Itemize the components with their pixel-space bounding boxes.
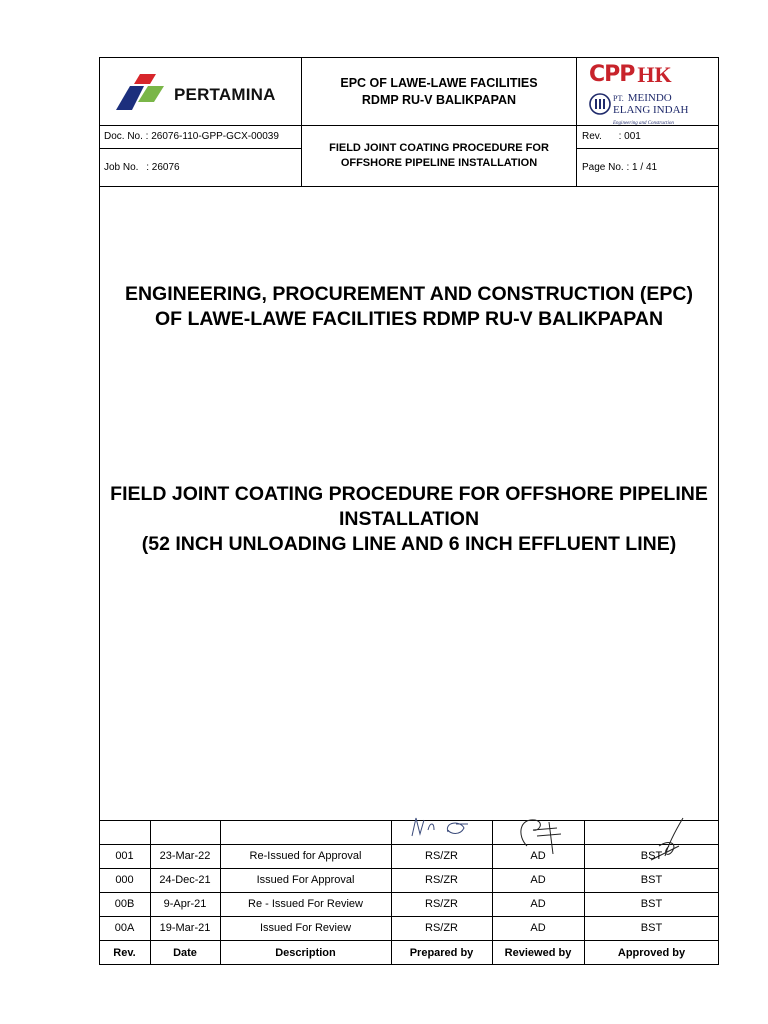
approved-by-cell: BST xyxy=(640,850,663,862)
col-header-approved-by: Approved by xyxy=(617,946,686,959)
reviewed-by-cell: AD xyxy=(530,850,546,862)
document-heading xyxy=(100,482,718,557)
pertamina-logo xyxy=(110,70,295,116)
header-document-title-text: FIELD JOINT COATING PROCEDURE FOR OFFSHORE PIPELINE INSTALLATION xyxy=(329,142,549,169)
pertamina-logo-text: PERTAMINA xyxy=(174,85,276,104)
prepared-signature-icon xyxy=(404,812,484,842)
project-title xyxy=(302,58,576,125)
doc-no xyxy=(104,131,279,142)
meindo-line1: MEINDO xyxy=(627,92,672,104)
rev-label: Rev. xyxy=(582,131,602,142)
date-cell: 24-Dec-21 xyxy=(159,874,211,886)
hk-logo-text: HK xyxy=(637,62,672,87)
pertamina-mark-icon xyxy=(110,70,170,116)
project-heading-line2: OF LAWE-LAWE FACILITIES RDMP RU-V BALIKPAPAN xyxy=(154,308,664,330)
reviewed-by-cell: AD xyxy=(530,874,546,886)
rev-cell: 00B xyxy=(114,898,135,910)
header-mid-line-right xyxy=(576,148,719,149)
page-no-value: 1 / 41 xyxy=(632,162,658,173)
document-heading-line3: (52 INCH UNLOADING LINE AND 6 INCH EFFLUENT LINE) xyxy=(141,533,677,555)
description-cell: Re-Issued for Approval xyxy=(249,850,362,862)
page-no xyxy=(582,162,657,173)
col-header-rev: Rev. xyxy=(113,946,136,959)
reviewed-by-cell: AD xyxy=(530,922,546,934)
description-cell: Issued For Review xyxy=(259,922,352,934)
doc-no-label: Doc. No. : xyxy=(104,131,149,142)
project-heading-line1: ENGINEERING, PROCUREMENT AND CONSTRUCTION (EPC) xyxy=(124,283,694,305)
project-title-text: EPC OF LAWE-LAWE FACILITIES RDMP RU-V BALIKPAPAN xyxy=(340,75,538,107)
job-no-label: Job No. xyxy=(104,162,139,173)
description-cell: Issued For Approval xyxy=(256,874,355,886)
job-no-value: : 26076 xyxy=(146,162,180,173)
rev-value: : 001 xyxy=(618,131,641,142)
prepared-by-cell: RS/ZR xyxy=(425,850,458,862)
col-header-date: Date xyxy=(173,946,197,959)
page-no-label: Page No. : xyxy=(582,162,630,173)
header-document-title xyxy=(302,126,576,186)
cpp-logo xyxy=(589,63,672,87)
header-vline-right xyxy=(576,57,577,186)
rev-cell: 001 xyxy=(115,850,134,862)
date-cell: 9-Apr-21 xyxy=(163,898,207,910)
contractor-logo xyxy=(585,62,713,126)
doc-no-value: 26076-110-GPP-GCX-00039 xyxy=(151,131,279,142)
col-header-prepared-by: Prepared by xyxy=(409,946,474,959)
rev-cell: 00A xyxy=(114,922,135,934)
document-heading-line2: INSTALLATION xyxy=(338,508,480,530)
meindo-line2: ELANG INDAH xyxy=(613,104,689,116)
meindo-text-block xyxy=(613,92,688,129)
date-cell: 19-Mar-21 xyxy=(159,922,211,934)
prepared-by-cell: RS/ZR xyxy=(425,898,458,910)
approved-by-cell: BST xyxy=(640,922,663,934)
col-header-description: Description xyxy=(275,946,336,959)
meindo-building-icon xyxy=(589,93,611,115)
rev-cell: 000 xyxy=(115,874,134,886)
meindo-pt: PT. xyxy=(613,94,624,103)
reviewed-by-cell: AD xyxy=(530,898,546,910)
revision-table xyxy=(99,820,719,965)
document-heading-line1: FIELD JOINT COATING PROCEDURE FOR OFFSHORE PIPELINE xyxy=(110,483,708,505)
approved-by-cell: BST xyxy=(640,898,663,910)
rev-field xyxy=(582,131,641,142)
prepared-by-cell: RS/ZR xyxy=(425,922,458,934)
project-heading xyxy=(100,282,718,332)
job-no xyxy=(104,162,180,173)
header-mid-line-left xyxy=(99,148,301,149)
cpp-logo-text: CPP xyxy=(589,62,635,87)
meindo-tagline: Engineering and Construction xyxy=(613,121,674,126)
prepared-by-cell: RS/ZR xyxy=(425,874,458,886)
date-cell: 23-Mar-22 xyxy=(159,850,211,862)
approved-by-cell: BST xyxy=(640,874,663,886)
col-header-reviewed-by: Reviewed by xyxy=(504,946,572,959)
header-end-line xyxy=(99,186,719,187)
description-cell: Re - Issued For Review xyxy=(248,898,363,910)
